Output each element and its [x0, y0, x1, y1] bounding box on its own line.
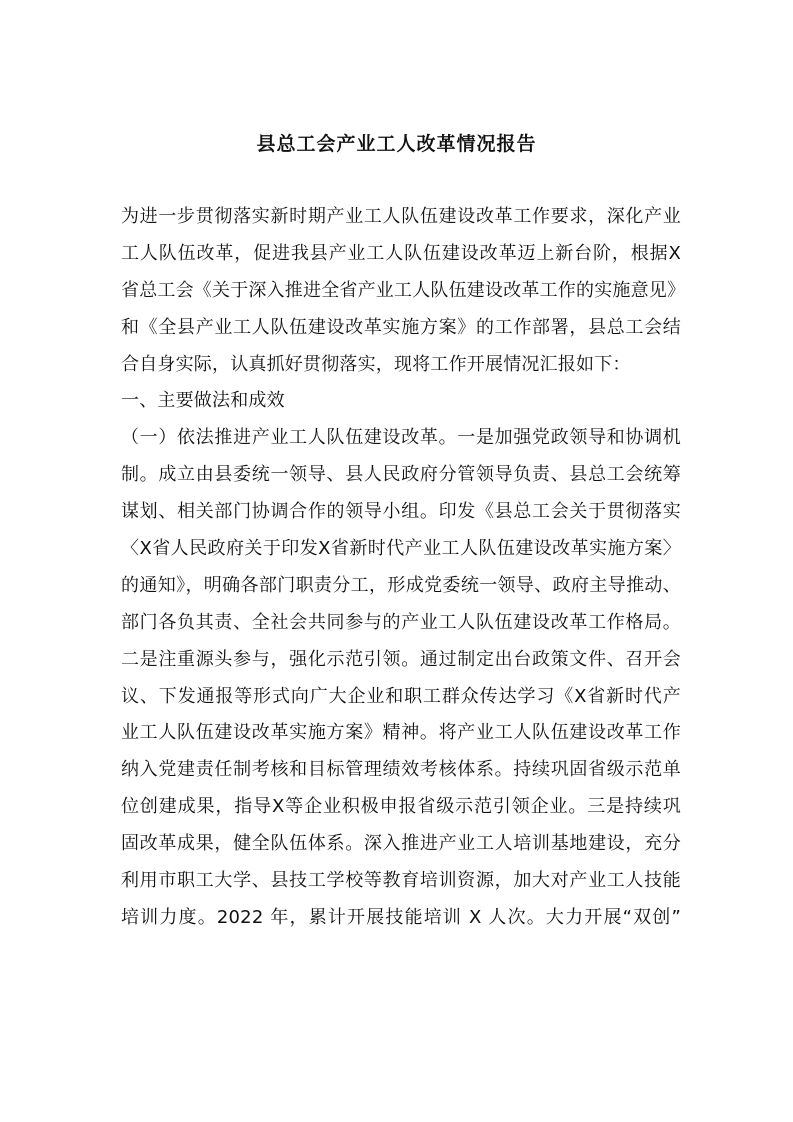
document-body — [121, 199, 686, 937]
paragraph-line: 为进一步贯彻落实新时期产业工人队伍建设改革工作要求，深化产业 — [121, 206, 681, 227]
paragraph-line: 二是注重源头参与，强化示范引领。通过制定出台政策文件、召开会 — [121, 648, 681, 670]
paragraph-line: 合自身实际，认真抓好贯彻落实，现将工作开展情况汇报如下： — [121, 353, 631, 375]
paragraph-line: 〈X省人民政府关于印发X省新时代产业工人队伍建设改革实施方案〉 — [121, 538, 681, 560]
paragraph-line: 业工人队伍建设改革实施方案》精神。将产业工人队伍建设改革工作 — [121, 722, 681, 744]
document-title: 县总工会产业工人改革情况报告 — [256, 133, 537, 155]
section-heading: 一、主要做法和成效 — [121, 390, 285, 412]
paragraph-line: 利用市职工大学、县技工学校等教育培训资源，加大对产业工人技能 — [121, 870, 681, 892]
paragraph-line: 纳入党建责任制考核和目标管理绩效考核体系。持续巩固省级示范单 — [121, 759, 681, 781]
paragraph-line: 谋划、相关部门协调合作的领导小组。印发《县总工会关于贯彻落实 — [121, 501, 681, 523]
paragraph-line: 固改革成果，健全队伍体系。深入推进产业工人培训基地建设，充分 — [121, 833, 681, 855]
paragraph-line: 和《全县产业工人队伍建设改革实施方案》的工作部署，县总工会结 — [121, 316, 681, 338]
paragraph-line: 位创建成果，指导X等企业积极申报省级示范引领企业。三是持续巩 — [121, 796, 681, 818]
paragraph-line: 培训力度。2022 年，累计开展技能培训 X 人次。大力开展“双创” — [121, 906, 681, 928]
paragraph-line: 部门各负其责、全社会共同参与的产业工人队伍建设改革工作格局。 — [121, 611, 681, 633]
paragraph-line: 省总工会《关于深入推进全省产业工人队伍建设改革工作的实施意见》 — [121, 279, 686, 301]
paragraph-line: 议、下发通报等形式向广大企业和职工群众传达学习《X省新时代产 — [121, 685, 681, 707]
paragraph-line: 的通知》，明确各部门职责分工，形成党委统一领导、政府主导推动、 — [121, 574, 681, 596]
paragraph-line: （一）依法推进产业工人队伍建设改革。一是加强党政领导和协调机 — [121, 427, 681, 449]
paragraph-line: 工人队伍改革，促进我县产业工人队伍建设改革迈上新台阶，根据X — [121, 242, 681, 264]
paragraph-line: 制。成立由县委统一领导、县人民政府分管领导负责、县总工会统筹 — [121, 464, 681, 486]
